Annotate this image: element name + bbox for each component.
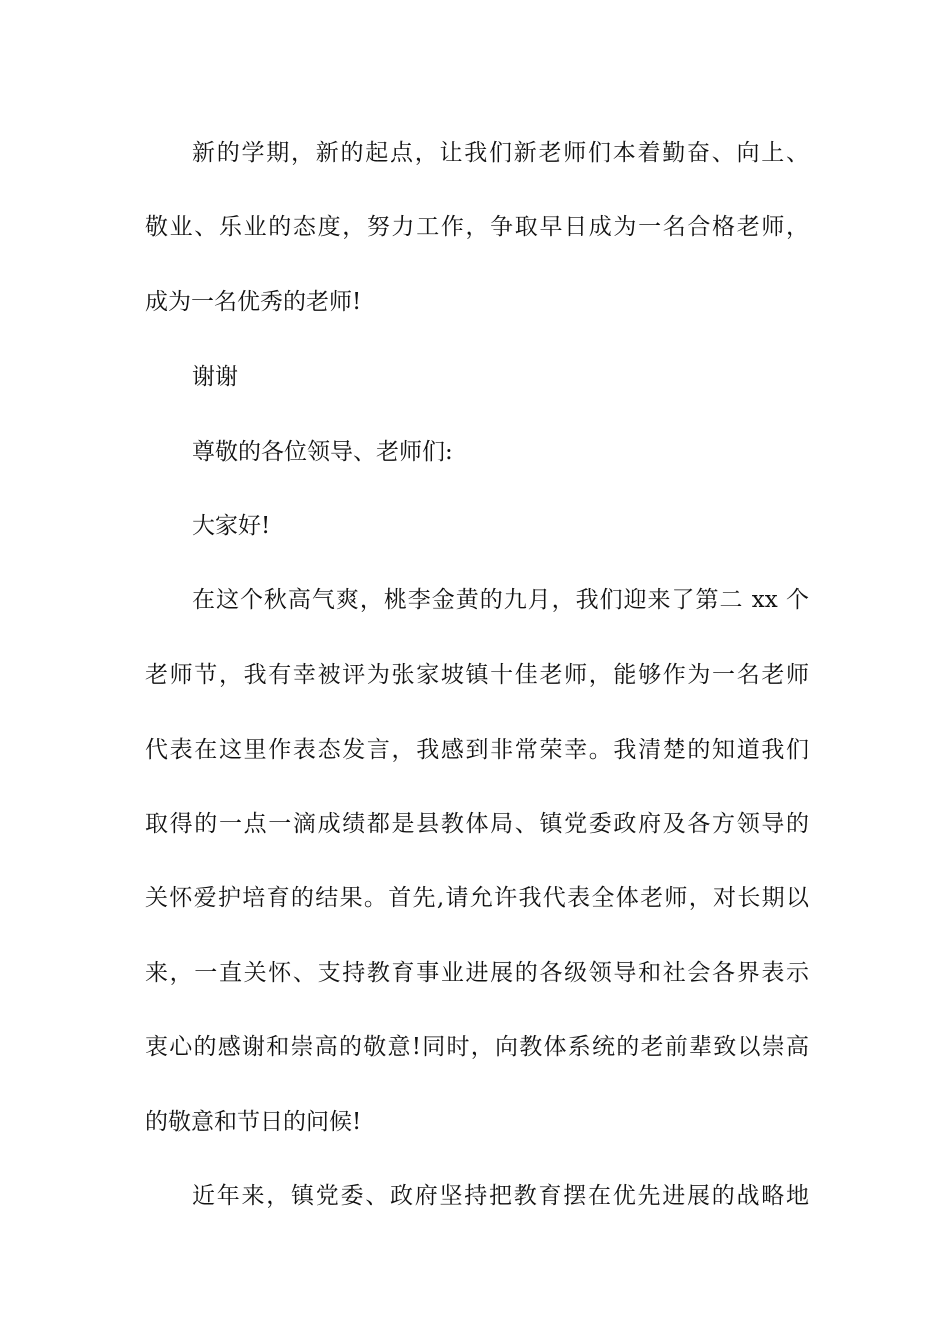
text-line: 敬业、乐业的态度，努力工作，争取早日成为一名合格老师， [145, 214, 809, 240]
text-line: 成为一名优秀的老师! [145, 289, 362, 315]
text-line: 关怀爱护培育的结果。首先,请允许我代表全体老师，对长期以 [145, 885, 809, 911]
text-line: 尊敬的各位领导、老师们: [192, 439, 453, 465]
text-line: 取得的一点一滴成绩都是县教体局、镇党委政府及各方领导的 [145, 811, 809, 837]
text-line: 老师节，我有幸被评为张家坡镇十佳老师，能够作为一名老师 [145, 662, 809, 688]
text-line: 衷心的感谢和崇高的敬意!同时，向教体系统的老前辈致以崇高 [145, 1034, 809, 1060]
text-line: 在这个秋高气爽，桃李金黄的九月，我们迎来了第二 xx 个 [192, 587, 809, 613]
text-line: 大家好! [192, 513, 271, 539]
text-line: 新的学期，新的起点，让我们新老师们本着勤奋、向上、 [192, 140, 809, 166]
text-line: 代表在这里作表态发言，我感到非常荣幸。我清楚的知道我们 [145, 737, 809, 763]
text-line: 近年来，镇党委、政府坚持把教育摆在优先进展的战略地 [192, 1183, 809, 1209]
text-line: 来，一直关怀、支持教育事业进展的各级领导和社会各界表示 [145, 960, 809, 986]
text-line: 的敬意和节日的问候! [145, 1109, 362, 1135]
text-line: 谢谢 [192, 364, 238, 390]
